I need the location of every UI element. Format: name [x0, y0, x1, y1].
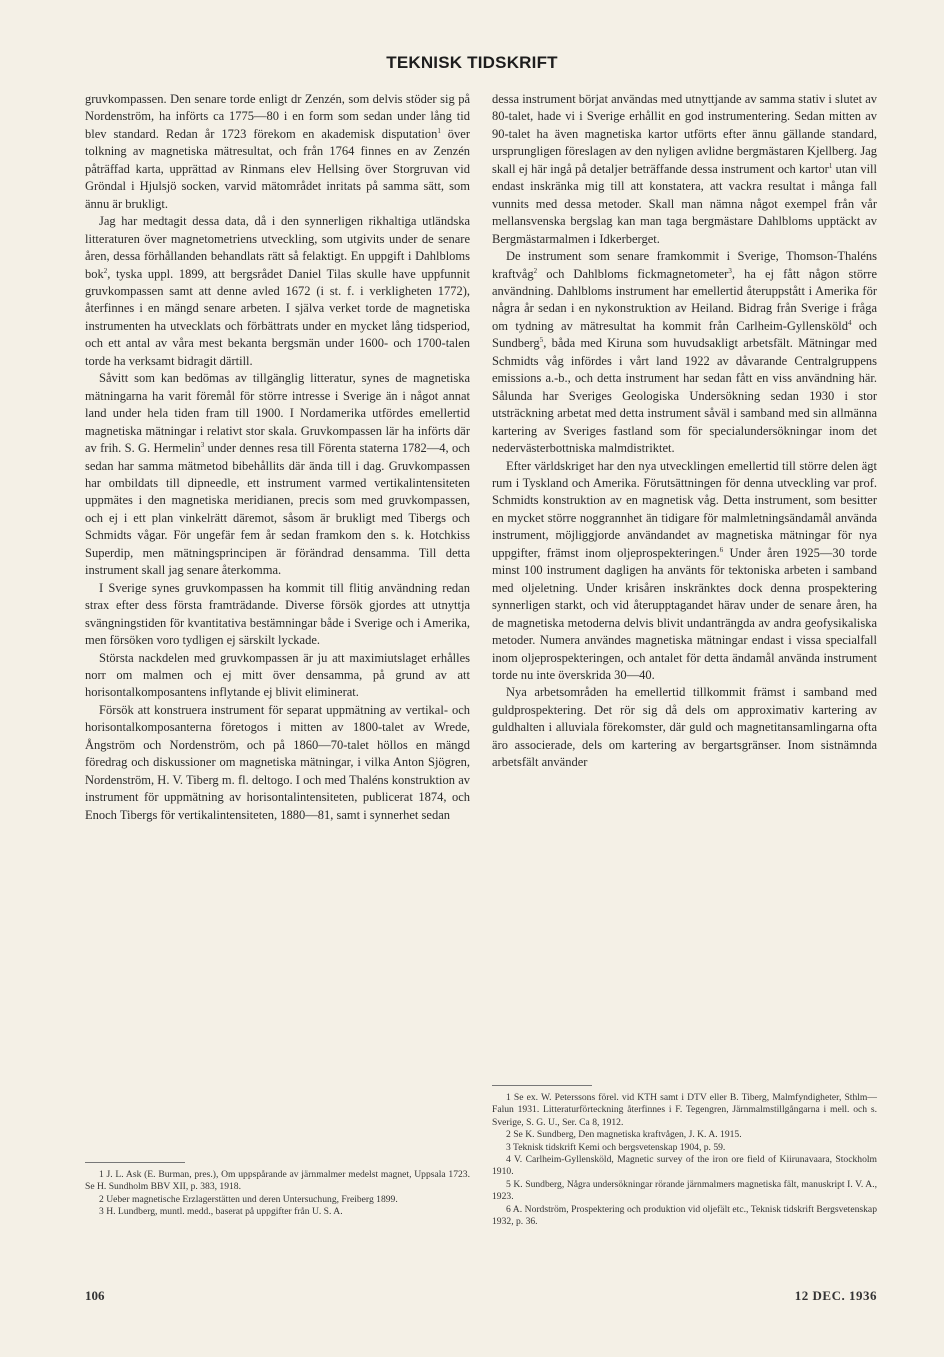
- footnote-ref: 2: [103, 266, 108, 275]
- footnote-ref: 2: [533, 266, 538, 275]
- issue-date: 12 DEC. 1936: [794, 1288, 877, 1303]
- footnote: 1 Se ex. W. Peterssons förel. vid KTH samt i DTV eller B. Tiberg, Malmfyndigheter, Sthlm—Falun 1931. Litteraturförteckning återfinnes i F. Tegengren, Järnmalmstillgångarna i mell. och s. Sverige, S. G. U., Ser. Ca 8, 1912.: [492, 1092, 877, 1128]
- footnote-ref: 5: [539, 336, 544, 345]
- footnote-rule: [492, 1085, 592, 1086]
- footnotes-left: [85, 1162, 470, 1219]
- footnote: 4 V. Carlheim-Gyllensköld, Magnetic survey of the iron ore field of Kiirunavaara, Stockholm 1910.: [492, 1154, 877, 1178]
- footnote: 6 A. Nordström, Prospektering och produktion vid oljefält etc., Teknisk tidskrift Bergsvetenskap 1932, p. 36.: [492, 1203, 877, 1228]
- footnote: 1 J. L. Ask (E. Burman, pres.), Om uppspårande av järnmalmer medelst magnet, Uppsala 1723. Se H. Sundholm BBV XII, p. 383, 1918.: [85, 1169, 470, 1193]
- paragraph: dessa instrument börjat användas med utnyttjande av samma stativ i slutet av 80-talet, hade vi i Sverige erhållit en god instrumentering. Sedan mitten av 90-talet ha även magnetiska kartor utförts efter ännu gällande standard, ursprungligen föreslagen av den nyligen avlidne bergmästaren Kjellberg. Jag skall ej här ingå på detaljer beträffande dessa instrument och kartor$^1$ utan vill endast inskränka mig till att konstatera, att vackra resultat i många fall vunnits med dessa metoder. Skall man nämna något exempel från vår mellansvenska bergslag kan man taga bergmästare Dahlbloms upptäckt av Bergmästarmalmen i Idkerberget.: [492, 92, 877, 246]
- footnote-rule: [85, 1162, 185, 1163]
- footnote-ref: 1: [437, 126, 441, 135]
- paragraph: Jag har medtagit dessa data, då i den synnerligen rikhaltiga utländska litteraturen över magnetometriens utveckling, som utgivits under de senare åren, dessa förhållanden behandlats rätt så felaktigt. En uppgift i Dahlbloms bok$^2$, tyska uppl. 1899, att bergsrådet Daniel Tilas skulle have uppfunnit gruvkompassen samt att denne avled 1672 (i st. f. i verkligheten 1772), återfinnes i en mängd senare arbeten. I själva verket torde de magnetiska instrumenten ha utvecklats och förbättrats under en mycket lång tidsperiod, och ett antal av våra mest bekanta bergsmän under 1600- och 1700-talen torde ha verksamt bidragit därtill.: [85, 214, 470, 368]
- paragraph: Försök att konstruera instrument för separat uppmätning av vertikal- och horisontalkomposanterna företogos i mitten av 1800-talet av Wrede, Ångström och Nordenström, och på 1860—70-talet höllos en mängd föredrag och diskussioner om magnetiska mätningar, i vilka Anton Sjögren, Nordenström, H. V. Tiberg m. fl. deltogo. I och med Thaléns konstruktion av instrument för uppmätning av horisontalintensiteten, publicerat 1874, och Enoch Tibergs för vertikalintensiteten, 1880—81, samt i synnerhet sedan: [85, 702, 470, 822]
- left-column: [85, 91, 470, 824]
- footnote-ref: 4: [848, 318, 852, 327]
- paragraph: Efter världskriget har den nya utvecklingen emellertid till större delen ägt rum i Tyskland och Amerika. Förutsättningen för denna utveckling var prof. Schmidts konstruktion av en magnetisk våg. Detta instrument, som besitter en mycket större noggrannhet än tidigare för malmletningsändamål använda instrument, möjliggjorde användandet av magnetiska mätningar för nya uppgifter, främst inom oljeprospekteringen.$^6$ Under åren 1925—30 torde minst 100 instrument dagligen ha använts för tektoniska arbeten i samband med oljeletning. Under krisåren inskränktes dock denna prospektering synnerligen starkt, och vid återupptagandet härav under de senare åren, ha de magnetiska metoderna delvis blivit undanträngda av andra geofysikaliska metoder. Numera användes magnetiska mätningar endast i vissa specialfall inom oljeprospekteringen, och antalet för detta ändamål använda instrument torde nu inte överskrida 30—40.: [492, 458, 877, 682]
- paragraph: gruvkompassen. Den senare torde enligt dr Zenzén, som delvis stöder sig på Nordenström, ha införts ca 1775—80 i en form som sedan under lång tid blev standard. Redan år 1723 förekom en akademisk disputation$^1$ över tolkning av magnetiska mätresultat, och från 1764 finnes en av Zenzén påträffad karta, upprättad av Rinmans elev Hellsing över Storgruvan vid Gröndal i Hjulsjö socken, varvid mätområdet inritats på samma sätt, som ännu är brukligt.: [85, 92, 470, 211]
- footnote-ref: 6: [719, 545, 724, 554]
- footnote: 2 Se K. Sundberg, Den magnetiska kraftvågen, J. K. A. 1915.: [506, 1129, 742, 1141]
- footnote: 3 Teknisk tidskrift Kemi och bergsvetenskap 1904, p. 59.: [506, 1141, 726, 1153]
- journal-title: TEKNISK TIDSKRIFT: [386, 53, 558, 72]
- paragraph: I Sverige synes gruvkompassen ha kommit till flitig användning redan strax efter dess första framträdande. Diverse försök gjordes att utnyttja svängningstiden för kvantitativa bestämningar både i Sverige och i Amerika, men försöken voro tydligen ej särskilt lyckade.: [85, 580, 470, 648]
- footnote-ref: 3: [200, 441, 205, 450]
- right-column: [492, 91, 877, 772]
- page-number: 106: [85, 1288, 105, 1303]
- paragraph: Såvitt som kan bedömas av tillgänglig litteratur, synes de magnetiska mätningarna ha varit föremål för större intresse i Sverige än i något annat land under hela tiden fram till 1900. I Nordamerika utfördes emellertid magnetiska mätningar i relativt stor skala. Gruvkompassen lär ha införts där av frih. S. G. Hermelin$^3$ under dennes resa till Förenta staterna 1782—4, och sedan har samma mätmetod bibehållits där ända till i dag. Gruvkompassen har ombildats till dipneedle, ett instrument varmed vertikalintensiteten uppmätes i den magnetiska meridianen, precis som med gruvkompassen, och ej i ett plan vinkelrätt däremot, såsom är brukligt med Tibergs och Schmidts vågar. För ungefär fem år sedan framkom den s. k. Hotchkiss Superdip, men mätningsprincipen är förändrad densamma. Till detta instrument skall jag senare återkomma.: [85, 371, 470, 578]
- footnote-ref: 1: [828, 161, 833, 170]
- footnotes-right: [492, 1085, 877, 1228]
- paragraph: Nya arbetsområden ha emellertid tillkommit främst i samband med guldprospektering. Det rör sig då dels om approximativ kartering av guldhalten i alluviala förekomster, där guld och magnetitansamlingarna ofta äro associerade, dels om kartering av bergartsgränser. Inom sistnämnda arbetsfält använder: [492, 685, 877, 770]
- paragraph: De instrument som senare framkommit i Sverige, Thomson-Thaléns kraftvåg$^2$ och Dahlbloms fickmagnetometer$^3$, ha ej fått någon större användning. Dahlbloms instrument har emellertid återuppstått i Amerika för några år sedan i en nykonstruktion av Heiland. Bidrag från Sverige i fråga om tydning av mätresultat ha kommit från Carlheim-Gyllensköld$^4$ och Sundberg$^5$, båda med Kiruna som huvudsakligt arbetsfält. Mätningar med Schmidts våg infördes i vårt land 1922 av dåvarande Centralgruppens emissions a.-b., och detta instrument har sedan fått en viss användning här. Sålunda har Sveriges Geologiska Undersökning sedan 1930 i stor utsträckning arbetat med detta instrument såväl i samband med sin allmänna kartering av Sveriges fastland som för specialundersökningar inom det nedervästerbottniska malmdistriktet.: [492, 249, 877, 456]
- footnote: 3 H. Lundberg, muntl. medd., baserat på uppgifter från U. S. A.: [99, 1206, 343, 1218]
- footnote: 2 Ueber magnetische Erzlagerstätten und deren Untersuchung, Freiberg 1899.: [99, 1193, 398, 1205]
- footnote-ref: 3: [728, 266, 732, 275]
- footnote: 5 K. Sundberg, Några undersökningar rörande järnmalmers magnetiska fält, manuskript I. V. A., 1923.: [492, 1178, 877, 1203]
- paragraph: Största nackdelen med gruvkompassen är ju att maximiutslaget erhålles norr om malmen och ej mitt över densamma, på grund av att horisontalkomposantens inflytande ej blivit eliminerat.: [85, 650, 470, 700]
